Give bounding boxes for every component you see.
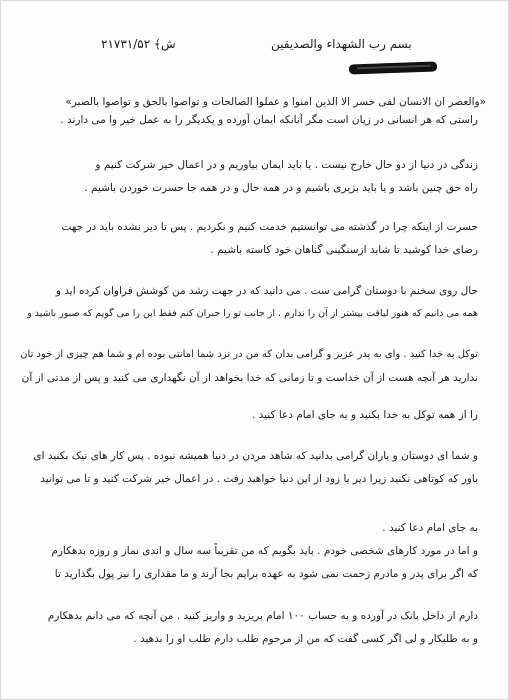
- text-line: زندگی در دنیا از دو حال خارج نیست . یا باید ایمان بیاوریم و در اعمال خیر شرکت کنیم و: [95, 159, 478, 171]
- text-line: و به طلبکار و لی اگر کسی گفت که من از مرحوم طلب دارم طلب او را بدهید .: [133, 633, 478, 645]
- text-line: راه حق چنین باشد و یا باید بزیری باشیم و در همه حال و در همه جا حسرت خوردن باشیم .: [84, 182, 478, 194]
- text-line: «والعصر ان الانسان لفی خسر الا الذین امنوا و عملوا الصالحات و تواصوا بالحق و تواصوا بالصبر»: [65, 96, 486, 108]
- text-line: و شما ای دوستان و یاران گرامی بدانید که شاهد مردن در دنیا همیشه نبوده . پس کار های نیک بکنید ای: [33, 450, 478, 462]
- text-line: حال روی سخنم با دوستان گرامی ست . می دانید که در جهت رشد من کوشش فراوان کرده اید و: [55, 285, 478, 297]
- text-line: راستی که هر انسانی در زیان است مگر آنانکه ایمان آورده و یکدیگر را به عمل خیر وا می دارند .: [60, 114, 478, 126]
- redaction-scribble: [349, 61, 437, 74]
- letter-heading: بسم رب الشهداء والصدیقین: [271, 37, 412, 51]
- text-line: دارم از داخل بانک در آورده و به حساب ۱۰۰ امام بریزید و واریز کنید . من آنچه که می دانم بدهکارم: [47, 610, 478, 622]
- text-line: به جای امام دعا کنید .: [382, 522, 478, 534]
- text-line: توکل به خدا کنید . وای به پدر عزیز و گرامی بدان که من در نزد شما امانتی بوده ام و شما هم چیزی از خود تان: [20, 349, 478, 360]
- text-line: همه می دانیم که هنوز لیاقت بیشتر از آن را ندارم . از جانب تو را جبران کنم فقط این را می گویم که صبور باشید و: [27, 308, 478, 319]
- text-line: و اما در مورد کارهای شخصی خودم . باید بگویم که من تقریباً سه سال و اندی نماز و روزه بدهکارم: [51, 545, 478, 557]
- text-line: را از همه توکل به خدا بکنید و به جای امام دعا کنید .: [251, 409, 478, 421]
- text-line: حسرت از اینکه چرا در گذشته می توانستیم خدمت کنیم و نکردیم . پس تا دیر نشده باید در جهت: [61, 221, 478, 233]
- text-line: ندارید هر آنچه هست از آن خداست و تا زمانی که خدا بخواهد از آن نگهداری می کنید و پس از مدتی از آن: [21, 372, 478, 384]
- text-line: که اگر برای پدر و مادرم زحمت نمی شود به عهده برایم بجا آرند و ما مقداری را نیز پول بگذارید تا: [54, 568, 478, 580]
- document-number: ۲۱۷۳۱/۵۲ ﴾ش: [101, 37, 176, 51]
- text-line: رضای خدا کوشید تا شاید ازسنگینی گناهان خود کاسته باشیم .: [210, 244, 478, 256]
- text-line: باور که کوتاهی نکنید زیرا دیر یا زود از این دنیا خواهید رفت . در اعمال خیر شرکت کنید و تا می توانید: [40, 473, 478, 485]
